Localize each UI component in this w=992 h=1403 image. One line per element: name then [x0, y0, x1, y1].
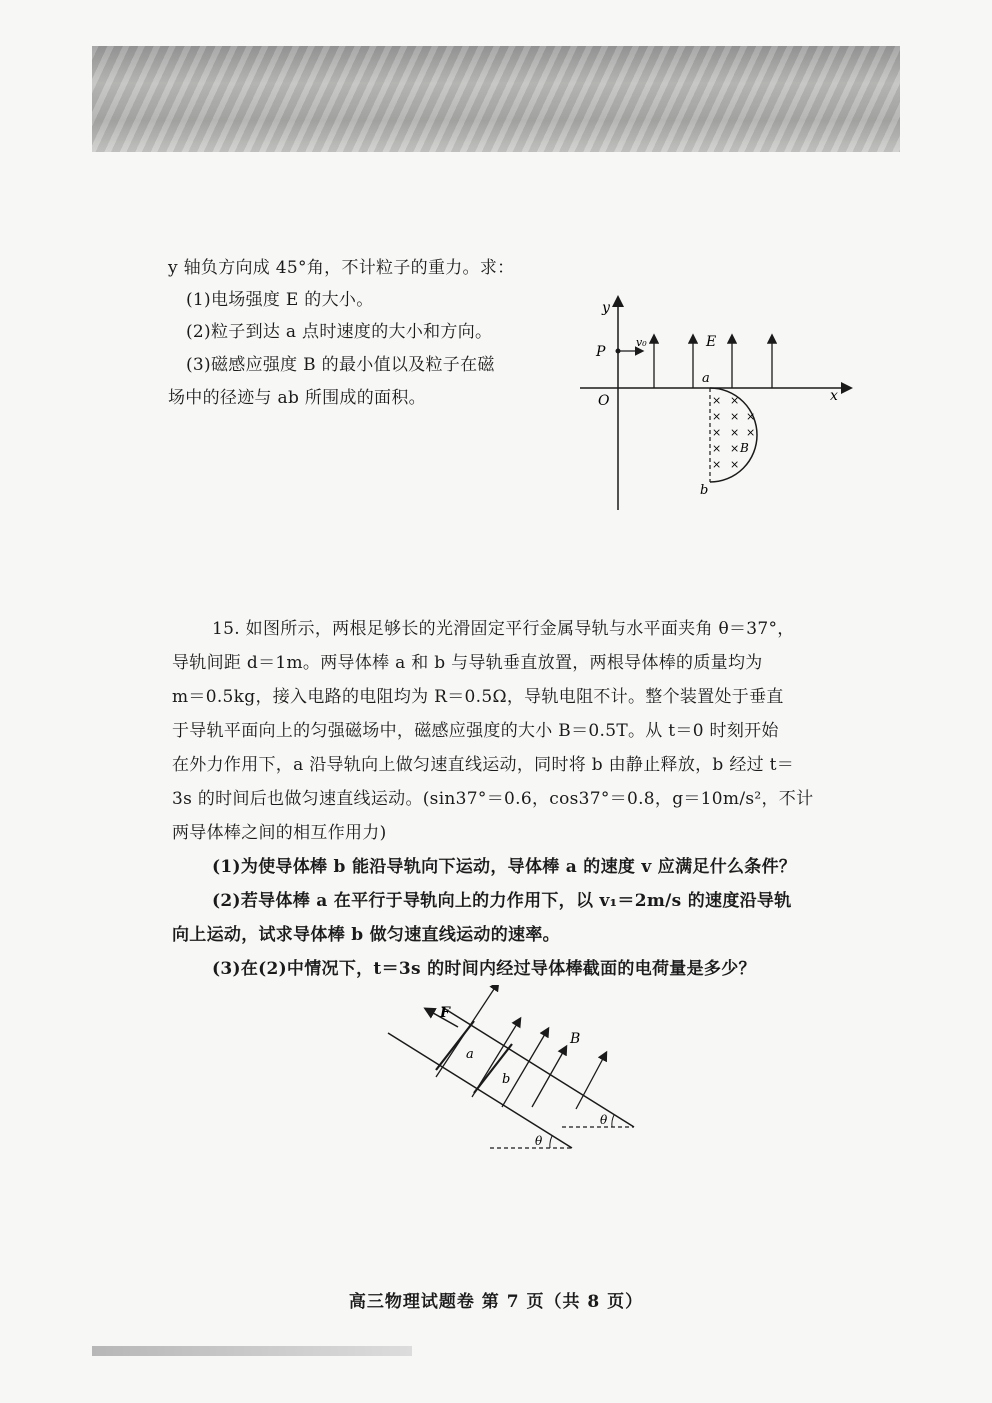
scan-edge-shading [92, 1346, 412, 1356]
label-v0: v₀ [636, 336, 647, 349]
page-footer: 高三物理试题卷 第 7 页（共 8 页） [348, 1292, 644, 1312]
scanned-header-shading [92, 46, 900, 152]
label-e: E [706, 334, 717, 350]
svg-text:×: × [730, 458, 740, 471]
q14-sub3-line2: 场中的径迹与 ab 所围成的面积。 [168, 388, 426, 408]
label-y: y [602, 300, 610, 316]
q14-sub2: (2)粒子到达 a 点时速度的大小和方向。 [186, 322, 493, 342]
q15-line6: 3s 的时间后也做匀速直线运动。(sin37°＝0.6，cos37°＝0.8，g＝10m/s²，不计 [172, 789, 814, 809]
q15-line7: 两导体棒之间的相互作用力) [172, 823, 387, 843]
svg-text:×: × [746, 426, 756, 439]
label-B: B [740, 441, 749, 455]
b-field-arrow [532, 1047, 566, 1107]
q15-sub1: (1)为使导体棒 b 能沿导轨向下运动，导体棒 a 的速度 v 应满足什么条件？ [212, 857, 797, 877]
point-p [616, 349, 621, 354]
svg-text:×: × [712, 458, 722, 471]
bar-a [436, 1021, 474, 1070]
magnetic-field-crosses [712, 394, 755, 471]
svg-text:×: × [712, 410, 722, 423]
label-B: B [570, 1031, 581, 1047]
q15-line3: m＝0.5kg，接入电路的电阻均为 R＝0.5Ω，导轨电阻不计。整个装置处于垂直 [172, 687, 784, 707]
svg-text:×: × [746, 410, 756, 423]
q14-figure [580, 290, 860, 520]
q15-sub2-line2: 向上运动，试求导体棒 b 做匀速直线运动的速率。 [172, 925, 560, 945]
q14-sub1: (1)电场强度 E 的大小。 [186, 290, 374, 310]
q15-line4: 于导轨平面向上的匀强磁场中，磁感应强度的大小 B＝0.5T。从 t＝0 时刻开始 [172, 721, 779, 741]
q15-sub3: (3)在(2)中情况下，t＝3s 的时间内经过导体棒截面的电荷量是多少？ [212, 959, 756, 979]
svg-text:×: × [730, 442, 740, 455]
label-theta-upper: θ [600, 1113, 608, 1127]
label-a: a [702, 371, 710, 386]
label-x: x [830, 388, 838, 404]
svg-text:×: × [712, 442, 722, 455]
b-field-arrow [502, 1029, 548, 1107]
q14-sub3-line1: (3)磁感应强度 B 的最小值以及粒子在磁 [186, 355, 495, 375]
svg-text:×: × [730, 410, 740, 423]
q15-line2: 导轨间距 d＝1m。两导体棒 a 和 b 与导轨垂直放置，两根导体棒的质量均为 [172, 653, 763, 673]
label-theta-lower: θ [535, 1134, 543, 1148]
q15-figure [380, 985, 650, 1160]
label-o: O [598, 393, 610, 409]
label-b: b [700, 483, 709, 498]
label-b: b [502, 1072, 511, 1087]
q15-sub2-line1: (2)若导体棒 a 在平行于导轨向上的力作用下，以 v₁＝2m/s 的速度沿导轨 [212, 891, 792, 911]
label-a: a [466, 1047, 474, 1062]
svg-text:×: × [730, 394, 740, 407]
label-f: F [440, 1005, 450, 1021]
q15-line5: 在外力作用下，a 沿导轨向上做匀速直线运动，同时将 b 由静止释放，b 经过 t＝ [172, 755, 795, 775]
q14-intro: y 轴负方向成 45°角，不计粒子的重力。求： [168, 258, 515, 278]
q15-line1: 15. 如图所示，两根足够长的光滑固定平行金属导轨与水平面夹角 θ＝37°， [212, 619, 795, 639]
label-p: P [596, 344, 606, 360]
svg-text:×: × [730, 426, 740, 439]
rail-lower [388, 1033, 572, 1148]
svg-text:×: × [712, 394, 722, 407]
svg-text:×: × [712, 426, 722, 439]
